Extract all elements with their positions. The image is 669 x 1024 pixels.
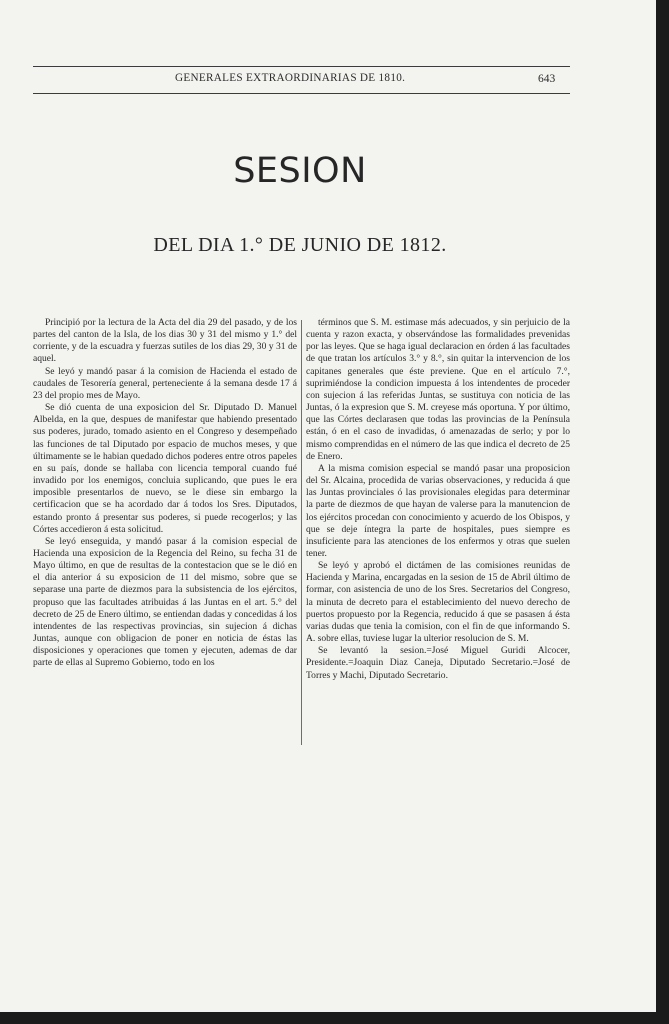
paragraph: Se leyó enseguida, y mandó pasar á la comision especial de Hacienda una exposicion de la Regencia del Reino, su fecha 31 de Mayo último, en que de resultas de la contestacion que se le dió en el dia anterior á su exposicion de 11 del mismo, sobre que se separase una parte de diezmos para la subsistencia de los ejércitos, propuso que las facultades atribuidas á las Juntas en el art. 5.° del decreto de 25 de Enero último, se entiendan dadas y concedidas á los intendentes de las respectivas provincias, sin sujecion á dichas Juntas, aunque con obligacion de poner en noticia de éstas las disposiciones y operaciones que tomen y ejecuten, ademas de dar parte de ellas al Supremo Gobierno, todo en los — [33, 535, 297, 669]
paragraph: A la misma comision especial se mandó pasar una proposicion del Sr. Alcaina, procedida de varias observaciones, y reducida á que las Juntas provinciales ó las provisionales elegidas para determinar la parte de diezmos de que hayan de valerse para la manutencion de los ejércitos procedan con conocimiento y acuerdo de los Obispos, y que se deje íntegra la parte de hospitales, pues siempre es insuficiente para las atenciones de los enfermos y otras que suelen tener. — [306, 462, 570, 559]
paragraph: Se leyó y aprobó el dictámen de las comisiones reunidas de Hacienda y Marina, encargadas en la sesion de 15 de Abril último de formar, con asistencia de uno de los Sres. Secretarios del Congreso, la minuta de decreto para el establecimiento del nuevo derecho de puertos propuesto por la Regencia, reducido á que se pasasen á ésta varias dudas que tenia la comision, con el fin de que informando S. A. sobre ellas, tuviese lugar la ulterior resolucion de S. M. — [306, 560, 570, 645]
header-bottom-rule — [33, 93, 570, 94]
left-column — [33, 317, 297, 670]
column-divider — [301, 320, 302, 745]
header-top-rule — [33, 66, 570, 67]
paragraph: Se leyó y mandó pasar á la comision de Hacienda el estado de caudales de Tesorería general, perteneciente á la semana desde 17 á 23 del propio mes de Mayo. — [33, 365, 297, 401]
right-column — [306, 317, 570, 682]
paragraph: Principió por la lectura de la Acta del dia 29 del pasado, y de los partes del canton de la Isla, de los dias 30 y 31 del mismo y 1.° del corriente, y de la escuadra y fuerzas sutiles de los dias 29, 30 y 31 de aquel. — [33, 317, 297, 365]
session-title: SESION — [233, 151, 367, 191]
paragraph: Se levantó la sesion.=José Miguel Guridi Alcocer, Presidente.=Joaquin Diaz Caneja, Diputado Secretario.=José de Torres y Machi, Diputado Secretario. — [306, 645, 570, 681]
scan-edge-right — [656, 0, 669, 1024]
page-number: 643 — [538, 73, 556, 85]
scan-edge-bottom — [0, 1012, 669, 1024]
paragraph: términos que S. M. estimase más adecuados, y sin perjuicio de la cuenta y razon exacta, y observándose las formalidades prevenidas por las leyes. Que se haga igual declaracion en órden á las facultades de que tratan los artículos 3.° y 8.°, sin quitar la intervencion de los capitanes generales que éste previene. Que en el artículo 7.°, suprimiéndose la condicion impuesta á los intendentes de proceder con sujecion á las referidas Juntas, se sustituya con noticia de las Juntas, ó la expresion que S. M. creyese más oportuna. Y por último, que las Córtes declarasen que todas las provincias de la Península están, ó en el caso de invadidas, ó amenazadas de serlo; y por lo mismo comprendidas en el número de las que indica el decreto de 25 de Enero. — [306, 317, 570, 462]
session-date: DEL DIA 1.° DE JUNIO DE 1812. — [153, 234, 447, 256]
running-header-title: GENERALES EXTRAORDINARIAS DE 1810. — [175, 72, 406, 84]
paragraph: Se dió cuenta de una exposicion del Sr. Diputado D. Manuel Albelda, en la que, despues de manifestar que habiendo presentado sus poderes, jurado, tomado asiento en el Congreso y desempeñado las funciones de tal Diputado por espacio de muchos meses, y que últimamente se le habian quedado dichos poderes entre otros papeles en su país, donde se hallaba con licencia temporal cuando fué invadido por los enemigos, concluia suplicando, que pues le era imposible presentarlos de nuevo, se le diese sin embargo la certificacion que se ha acordado dar á todos los Sres. Diputados, estando pronto á presentar sus poderes, si puede recogerlos; y las Córtes accedieron á esta solicitud. — [33, 402, 297, 535]
